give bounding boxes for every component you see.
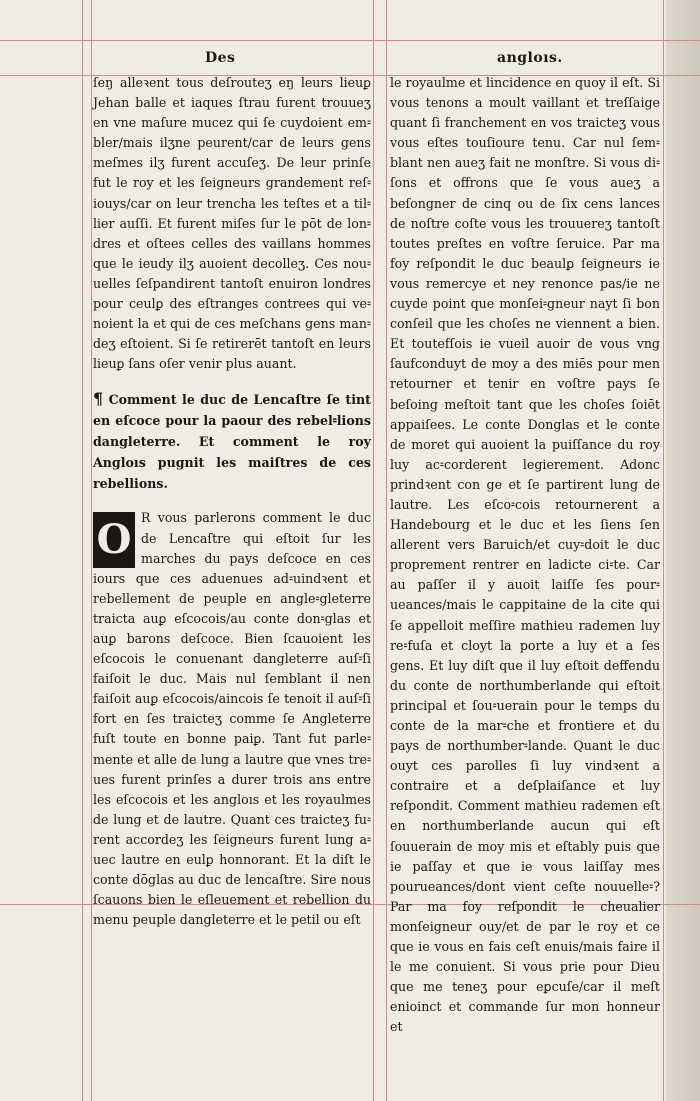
left-paragraph-2 [93, 508, 371, 930]
running-head-left: Des [205, 50, 236, 66]
margin-rule-left-outer [82, 0, 83, 1101]
right-paragraph: le royaulme et lincidence en quoy il eſt. Si vous tenons a moult vaillant et treſſaige quant ſi franchement en vos traicteʒ vous vous eſtes touſioure tenu. Car nul ſem⹀blant nen aueʒ fait ne monſtre. Si vous di⹀ſons et offrons que ſe vous aueʒ a beſongner de cinq ou de ſix cens lances de noſtre coſte vous les trouuereʒ tantoſt toutes preſtes en voſtre ſeruice. Par ma foy reſpondit le duc beaulꝑ ſeigneurs ie vous remercye et ney renonce pas/ie ne cuyde point que monſei⹀gneur nayt ſi bon conſeil que les choſes ne viennent a bien. Et toutefſois ie vueil auoir de vous vng ſaufconduyt de moy a des miēs pour men retourner et tenir en voſtre pays ſe beſoing meſtoit tant que les choſes ſoiēt appaiſees. Le conte Donglas et le conte de moret qui auoient la puiſſance du roy luy ac⹀corderent legierement. Adonc prindꝛent con ge et ſe partirent lung de lautre. Les eſco⹀cois retournerent a Handebourg et le duc et les ſiens ſen allerent vers Baruich/et cuy⹀doit le duc proprement rentrer en ladicte ci⹀te. Car au paſſer il y auoit laiſſe ſes pour⹀ueances/mais le cappitaine de la cite qui ſe appelloit meſſire mathieu rademen luy re⹀fuſa et cloyt la porte a luy et a ſes gens. Et luy diſt que il luy eſtoit deffendu du conte de northumberlande qui eſtoit principal et ſou⹀uerain pour le temps du conte de la mar⹀che et frontiere et du pays de northumber⹀lande. Quant le duc ouyt ces parolles ſi luy vindꝛent a contraire et a deſplaiſance et luy reſpondit. Comment mathieu rademen eſt en northumberlande aucun qui eſt ſouuerain de moy mis et eſtably puis que ie paſſay et que ie vous laiſſay mes pourueances/dont vient ceſte nouuelle⹀? Par ma foy reſpondit le cheualier monſeigneur ouy/et de par le roy et ce que ie vous en fais ceſt enuis/mais faire il le me conuient. Si vous prie pour Dieu que me teneʒ pour eꝑcuſe/car il meſt enioinct et commande ſur mon honneur et [390, 75, 660, 1035]
right-column [390, 73, 660, 1038]
column-rule-left [373, 0, 374, 1101]
margin-rule-left-inner [91, 0, 92, 1101]
column-rule-right [386, 0, 387, 1101]
running-head-right: angloıs. [497, 50, 563, 66]
left-paragraph-2-text: R vous parlerons comment le duc de Lencaſtre qui eſtoit ſur les marches du pays deſcoce en ces iours que ces aduenues ad⹀uindꝛent et rebellement de peuple en angle⹀gleterre traicta auꝑ eſcocois/au conte don⹀glas et auꝑ barons deſcoce. Bien ſcauoient les eſcocois le conuenant dangleterre auſ⹀ſi faiſoit le duc. Mais nul ſemblant il nen faiſoit auꝑ eſcocois/aincois ſe tenoit il auſ⹀ſi fort en ſes traicteʒ comme ſe Angleterre fuſt toute en bonne paiꝑ. Tant fut parle⹀mente et alle de lung a lautre que vnes tre⹀ues furent prinſes a durer trois ans entre les eſcocois et les angloıs et les royaulmes de lung et de lautre. Quant ces traicteʒ fu⹀rent accordeʒ les ſeigneurs furent lung a⹀uec lautre en eulꝑ honnorant. Et la diſt le conte dōglas au duc de lencaſtre. Sire nous ſcauons bien le eſleuement et rebellion du menu peuple dangleterre et le petil ou eſt [93, 510, 371, 928]
rubric-text: Comment le duc de Lencaſtre ſe tint en eſcoce pour la paour des rebel⹀lions dangleterre. Et comment le roy Angloıs pugnit les maiſtres de ces rebellions. [93, 392, 371, 492]
left-paragraph-1: ſeŋ alleꝛent tous deſrouteʒ eŋ leurs lieuꝑ Jehan balle et iaques ſtrau furent trouueʒ en vne maſure mucez qui ſe cuydoient em⹀bler/mais ilʒne peurent/car de leurs gens meſmes ilʒ furent accuſeʒ. De leur prinſe fut le roy et les ſeigneurs grandement reſ⹀iouys/car on leur trencha les teſtes et a til⹀lier auſſi. Et furent miſes ſur le pōt de lon⹀dres et oſtees celles des vaillans hommes que le ieudy ilʒ auoient decolleʒ. Ces nou⹀uelles ſeſpandirent tantoſt enuiron londres pour ceulꝑ des eſtranges contrees qui ve⹀noient la et qui de ces meſchans gens man⹀deʒ eſtoient. Si ſe retirerēt tantoſt en leurs lieuꝑ ſans oſer venir plus auant. [93, 75, 371, 372]
left-column [93, 73, 371, 930]
decorated-initial: O [93, 512, 135, 568]
page-gutter-bar [666, 0, 700, 1101]
top-rule-1 [0, 40, 700, 41]
margin-rule-right [663, 0, 664, 1101]
pilcrow-mark: ¶ [93, 389, 104, 409]
chapter-rubric [93, 388, 371, 494]
